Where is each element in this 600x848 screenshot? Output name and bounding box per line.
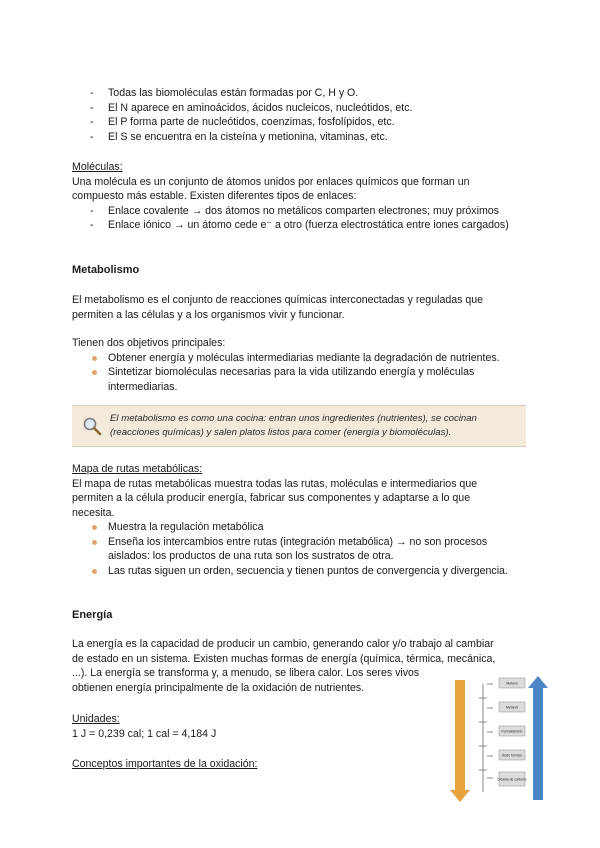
callout-box [72, 405, 526, 447]
figure-label: Metano [506, 681, 518, 686]
callout-line: El metabolismo es como una cocina: entran unos ingredientes (nutrientes), se cocinan [110, 413, 477, 424]
mapa-heading: Mapa de rutas metabólicas: [72, 463, 203, 475]
list-item: - Todas las biomoléculas están formadas por C, H y O. [72, 86, 532, 101]
callout-line: (reacciones químicas) y salen platos listos para comer (energía y biomoléculas). [110, 427, 452, 438]
moleculas-section [72, 160, 532, 233]
intro-list [72, 86, 532, 144]
energia-text-line: ...). La energía se transforma y, a menudo, se libera calor. Los seres vivos [72, 667, 420, 679]
metabolismo-text-line: El metabolismo es el conjunto de reacciones químicas interconectadas y reguladas que [72, 294, 484, 306]
unidades-section [72, 712, 432, 741]
reduction-arrow [528, 676, 548, 800]
figure-label: Dióxido de carbono [497, 777, 527, 782]
list-item: - Enlace iónico → un átomo cede e⁻ a otro (fuerza electrostática entre iones cargados) [72, 218, 532, 233]
list-item-line: aislados: los productos de una ruta son los sustratos de otra. [108, 550, 394, 562]
moleculas-text-line: Una molécula es un conjunto de átomos unidos por enlaces químicos que forman un [72, 175, 470, 188]
figure-label: Ácido fórmico [501, 753, 523, 758]
list-item: - El S se encuentra en la cisteína y metionina, vitaminas, etc. [72, 130, 532, 145]
molecule-structures [479, 684, 493, 792]
moleculas-heading: Moléculas: [72, 161, 123, 173]
mapa-list [72, 520, 532, 578]
list-item-line: intermediarias. [108, 380, 178, 393]
list-item-line: Enseña los intercambios entre rutas (integración metabólica) → no son procesos [108, 535, 488, 548]
magnifier-icon [82, 416, 102, 436]
metabolismo-text-line: permiten a las células y a los organismos vivir y funcionar. [72, 308, 345, 321]
oxidation-figure [449, 674, 549, 804]
list-item: - El N aparece en aminoácidos, ácidos nucleicos, nucleótidos, etc. [72, 101, 532, 116]
unidades-heading: Unidades: [72, 713, 120, 725]
enlaces-list [72, 204, 532, 233]
metabolismo-definition [72, 293, 532, 322]
callout-text [110, 412, 520, 440]
energia-heading: Energía [72, 609, 113, 621]
unidades-text: 1 J = 0,239 cal; 1 cal = 4,184 J [72, 727, 217, 740]
objetivos-section [72, 336, 532, 394]
list-item-line: Sintetizar biomoléculas necesarias para la vida utilizando energía y moléculas [108, 366, 475, 378]
objetivos-list [72, 351, 532, 395]
conceptos-heading: Conceptos importantes de la oxidación: [72, 758, 258, 770]
moleculas-text-line: compuesto más estable. Existen diferentes tipos de enlaces: [72, 190, 357, 202]
list-item [72, 535, 532, 564]
list-item: Muestra la regulación metabólica [72, 520, 532, 535]
energia-text-line: obtienen energía principalmente de la oxidación de nutrientes. [72, 681, 365, 694]
list-item: Las rutas siguen un orden, secuencia y tienen puntos de convergencia y divergencia. [72, 564, 532, 579]
energia-text-line: de estado en un sistema. Existen muchas formas de energía (química, térmica, mecánica, [72, 652, 496, 665]
figure-label: Metanol [505, 705, 519, 710]
oxidation-arrow [450, 680, 470, 802]
list-item: - El P forma parte de nucleótidos, coenzimas, fosfolípidos, etc. [72, 115, 532, 130]
figure-label: Formaldehído [501, 729, 523, 734]
metabolismo-heading: Metabolismo [72, 264, 140, 276]
mapa-text-line: necesita. [72, 506, 115, 519]
mapa-section [72, 462, 532, 578]
conceptos-section [72, 757, 432, 772]
mapa-text-line: permiten a la célula producir energía, fabricar sus componentes y adaptarse a lo que [72, 492, 471, 504]
list-item [72, 365, 532, 394]
objetivos-intro: Tienen dos objetivos principales: [72, 337, 226, 349]
intro-section [72, 86, 532, 144]
list-item: Obtener energía y moléculas intermediarias mediante la degradación de nutrientes. [72, 351, 532, 366]
energia-text-line: La energía es la capacidad de producir un cambio, generando calor y/o trabajo al cambiar [72, 638, 494, 650]
mapa-text-line: El mapa de rutas metabólicas muestra todas las rutas, moléculas e intermediarios que [72, 477, 478, 490]
list-item: - Enlace covalente → dos átomos no metálicos comparten electrones; muy próximos [72, 204, 532, 219]
